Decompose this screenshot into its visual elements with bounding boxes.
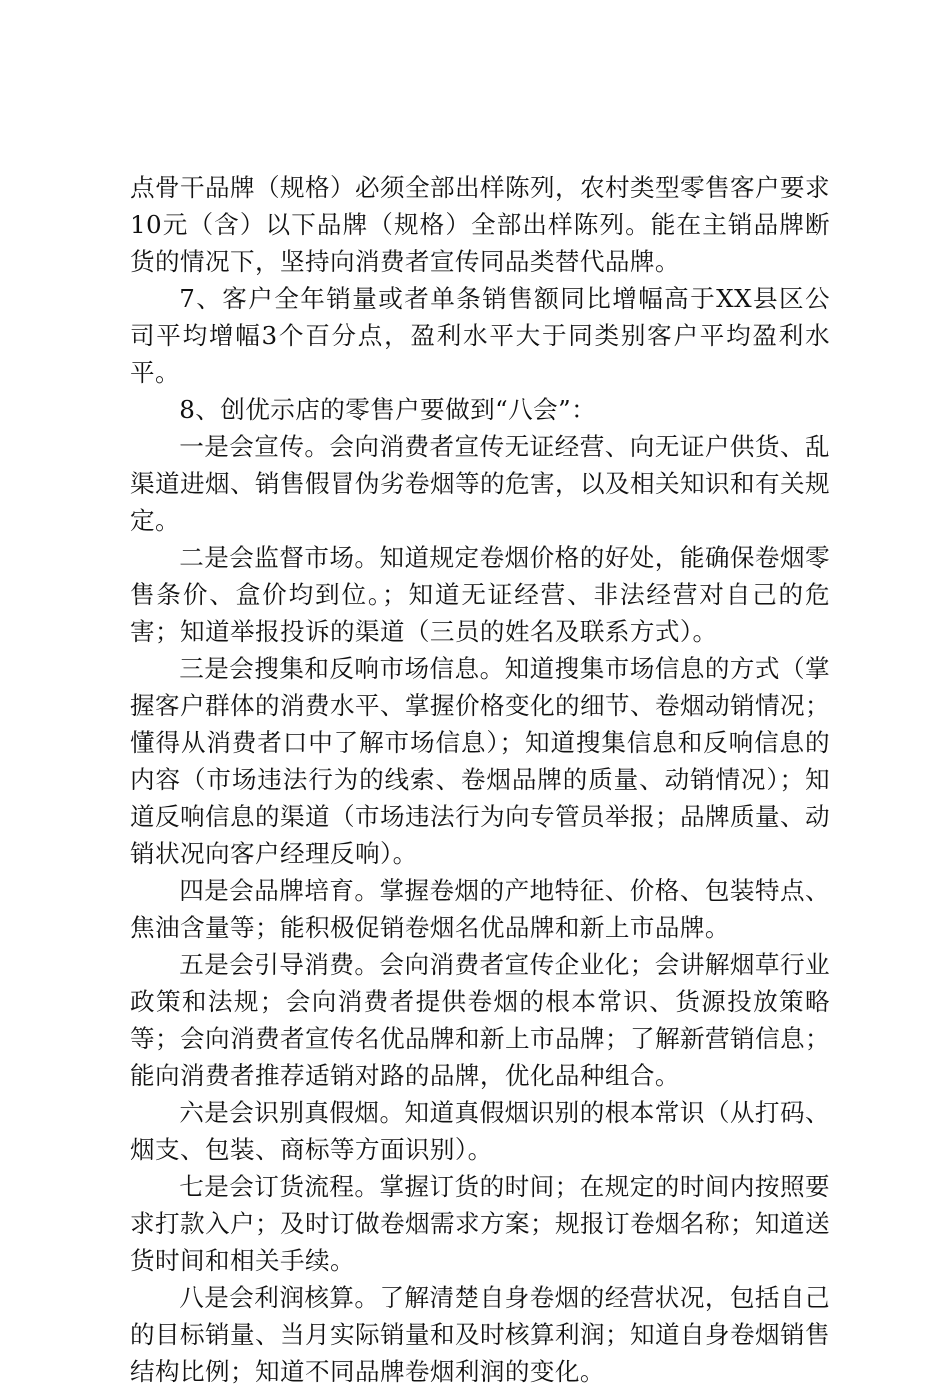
paragraph-skill-5-consumer-guidance: 五是会引导消费。会向消费者宣传企业化；会讲解烟草行业政策和法规；会向消费者提供卷烟的根本常识、货源投放策略等；会向消费者宣传名优品牌和新上市品牌；了解新营销信息；能向消费者推荐适销对路的品牌，优化品种组合。 [130, 950, 830, 1090]
paragraph-skill-3-market-information: 三是会搜集和反响市场信息。知道搜集市场信息的方式（掌握客户群体的消费水平、掌握价格变化的细节、卷烟动销情况；懂得从消费者口中了解市场信息）；知道搜集信息和反响信息的内容（市场违法行为的线索、卷烟品牌的质量、动销情况）；知道反响信息的渠道（市场违法行为向专管员举报；品牌质量、动销状况向客户经理反响）。 [130, 654, 830, 868]
paragraph-skill-1-publicity: 一是会宣传。会向消费者宣传无证经营、向无证户供货、乱渠道进烟、销售假冒伪劣卷烟等的危害，以及相关知识和有关规定。 [130, 432, 830, 535]
paragraph-skill-2-market-supervision: 二是会监督市场。知道规定卷烟价格的好处，能确保卷烟零售条价、盒价均到位。；知道无证经营、非法经营对自己的危害；知道举报投诉的渠道（三员的姓名及联系方式）。 [130, 543, 830, 646]
paragraph-skill-7-ordering-process: 七是会订货流程。掌握订货的时间；在规定的时间内按照要求打款入户；及时订做卷烟需求方案；规报订卷烟名称；知道送货时间和相关手续。 [130, 1172, 830, 1275]
paragraph-skill-8-profit-accounting: 八是会利润核算。了解清楚自身卷烟的经营状况，包括自己的目标销量、当月实际销量和及时核算利润；知道自身卷烟销售结构比例；知道不同品牌卷烟利润的变化。 [130, 1283, 830, 1386]
paragraph-skill-4-brand-cultivation: 四是会品牌培育。掌握卷烟的产地特征、价格、包装特点、焦油含量等；能积极促销卷烟名优品牌和新上市品牌。 [130, 876, 830, 942]
paragraph-item-8-eight-skills: 8、创优示店的零售户要做到“八会”： [179, 395, 597, 424]
document-page [130, 169, 830, 1390]
paragraph-continued-display-requirements: 点骨干品牌（规格）必须全部出样陈列，农村类型零售客户要求10元（含）以下品牌（规格）全部出样陈列。能在主销品牌断货的情况下，坚持向消费者宣传同品类替代品牌。 [130, 173, 830, 276]
paragraph-skill-6-counterfeit-identification: 六是会识别真假烟。知道真假烟识别的根本常识（从打码、烟支、包装、商标等方面识别）。 [130, 1098, 830, 1164]
paragraph-item-7-sales-growth: 7、客户全年销量或者单条销售额同比增幅高于XX县区公司平均增幅3个百分点，盈利水平大于同类别客户平均盈利水平。 [130, 284, 830, 387]
